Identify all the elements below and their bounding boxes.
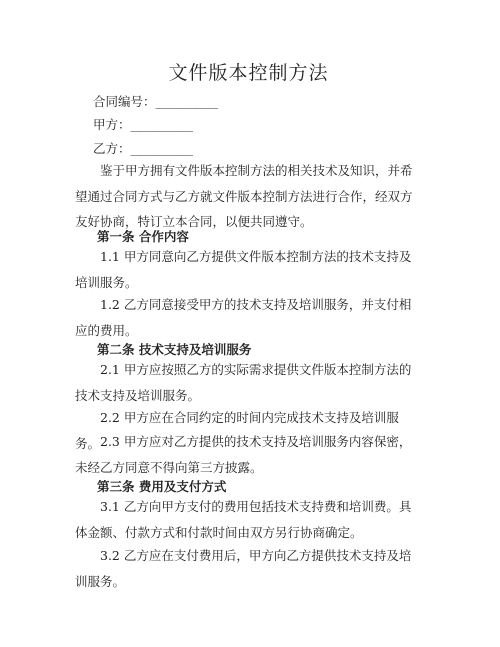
section-heading-1: 第一条 合作内容	[97, 229, 189, 244]
clause-2-3: 2.3 甲方应对乙方提供的技术支持及培训服务内容保密，未经乙方同意不得向第三方披露。	[75, 434, 412, 475]
clause-1-2: 1.2 乙方同意接受甲方的技术支持及培训服务，并支付相应的费用。	[75, 297, 412, 338]
clause-1-1: 1.1 甲方同意向乙方提供文件版本控制方法的技术支持及培训服务。	[75, 249, 412, 290]
contract-number-field: 合同编号：__________	[93, 94, 219, 109]
clause-3-1: 3.1 乙方向甲方支付的费用包括技术支持费和培训费。具体金额、付款方式和付款时间由双方另行协商确定。	[75, 499, 412, 540]
party-b-field: 乙方：__________	[93, 141, 194, 156]
section-heading-2: 第二条 技术支持及培训服务	[97, 342, 252, 357]
document-title: 文件版本控制方法	[168, 62, 329, 84]
clause-3-2: 3.2 乙方应在支付费用后，甲方向乙方提供技术支持及培训服务。	[75, 548, 412, 589]
party-a-field: 甲方：__________	[93, 117, 194, 132]
section-heading-3: 第三条 费用及支付方式	[97, 479, 227, 494]
intro-paragraph: 鉴于甲方拥有文件版本控制方法的相关技术及知识，并希望通过合同方式与乙方就文件版本控制方法进行合作，经双方友好协商，特订立本合同，以便共同遵守。	[75, 163, 413, 229]
clause-2-2: 2.2 甲方应在合同约定的时间内完成技术支持及培训服务。	[75, 410, 399, 451]
clause-2-1: 2.1 甲方应按照乙方的实际需求提供文件版本控制方法的技术支持及培训服务。	[75, 362, 412, 403]
